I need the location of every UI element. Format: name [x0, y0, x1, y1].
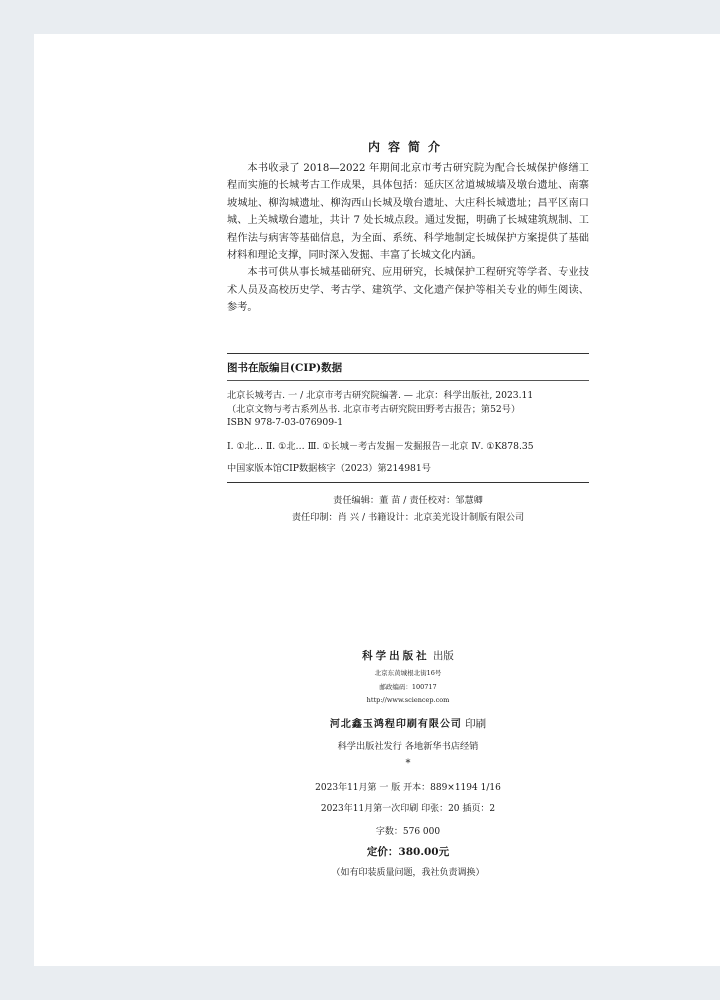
cip-block	[227, 353, 589, 483]
copyright-page	[34, 34, 720, 966]
print-line: 2023年11月第一次印刷 印张：20 插页：2	[320, 804, 496, 814]
editors-line-1: 责任编辑：董 苗 / 责任校对：邹慧卿	[333, 495, 483, 506]
printer-line	[227, 715, 589, 731]
publisher-suffix: 出版	[432, 650, 454, 662]
intro-paragraph-2: 本书可供从事长城基础研究、应用研究，长城保护工程研究等学者、专业技术人员及高校历史学、考古学、建筑学、文化遗产保护等相关专业的师生阅读、参考。	[227, 267, 589, 314]
quality-notice: （如有印装质量问题，我社负责调换）	[331, 868, 485, 878]
word-count: 字数：576 000	[375, 827, 441, 837]
cip-line-2: （北京文物与考古系列丛书. 北京市考古研究院田野考古报告；第52号）	[227, 403, 521, 415]
edition-line: 2023年11月第 一 版 开本：889×1194 1/16	[315, 783, 501, 793]
publisher-line	[227, 648, 589, 663]
cip-record-number: 中国家版本馆CIP数据核字（2023）第214981号	[227, 463, 431, 474]
printer-suffix: 印刷	[465, 718, 487, 730]
price: 定价：380.00元	[366, 846, 450, 858]
intro-title: 内容简介	[367, 140, 448, 154]
distribution-line: 科学出版社发行 各地新华书店经销	[337, 741, 479, 752]
cip-body	[227, 381, 589, 476]
editors-line-2: 责任印制：肖 兴 / 书籍设计：北京美光设计制版有限公司	[291, 512, 525, 523]
cip-isbn: ISBN 978-7-03-076909-1	[227, 417, 344, 428]
printer-name: 河北鑫玉鸿程印刷有限公司	[329, 719, 462, 730]
publisher-postcode: 邮政编码：100717	[379, 683, 437, 691]
cip-header: 图书在版编目(CIP)数据	[227, 354, 589, 381]
cip-line-1: 北京长城考古. 一 / 北京市考古研究院编著. — 北京：科学出版社, 2023.11	[227, 390, 534, 401]
separator-star: *	[405, 758, 411, 769]
intro-text	[227, 160, 589, 317]
publisher-website: http://www.sciencep.com	[366, 696, 450, 704]
publisher-name: 科学出版社	[362, 650, 430, 662]
cip-classification: Ⅰ. ①北… Ⅱ. ①北… Ⅲ. ①长城－考古发掘－发掘报告－北京 Ⅳ. ①K878.35	[227, 440, 534, 452]
publisher-address: 北京东黄城根北街16号	[374, 669, 442, 677]
intro-paragraph-1: 本书收录了 2018—2022 年期间北京市考古研究院为配合长城保护修缮工程而实施的长城考古工作成果，具体包括：延庆区岔道城城墙及墩台遗址、南寨坡城址、柳沟城遗址、柳沟西山长城及墩台遗址、大庄科长城遗址；昌平区南口城、上关城墩台遗址，共计 7 处长城点段。通过发掘，明确了长城建筑规制、工程作法与病害等基础信息，为全面、系统、科学地制定长城保护方案提供了基础材料和理论支撑，同时深入发掘、丰富了长城文化内涵。	[227, 163, 589, 262]
